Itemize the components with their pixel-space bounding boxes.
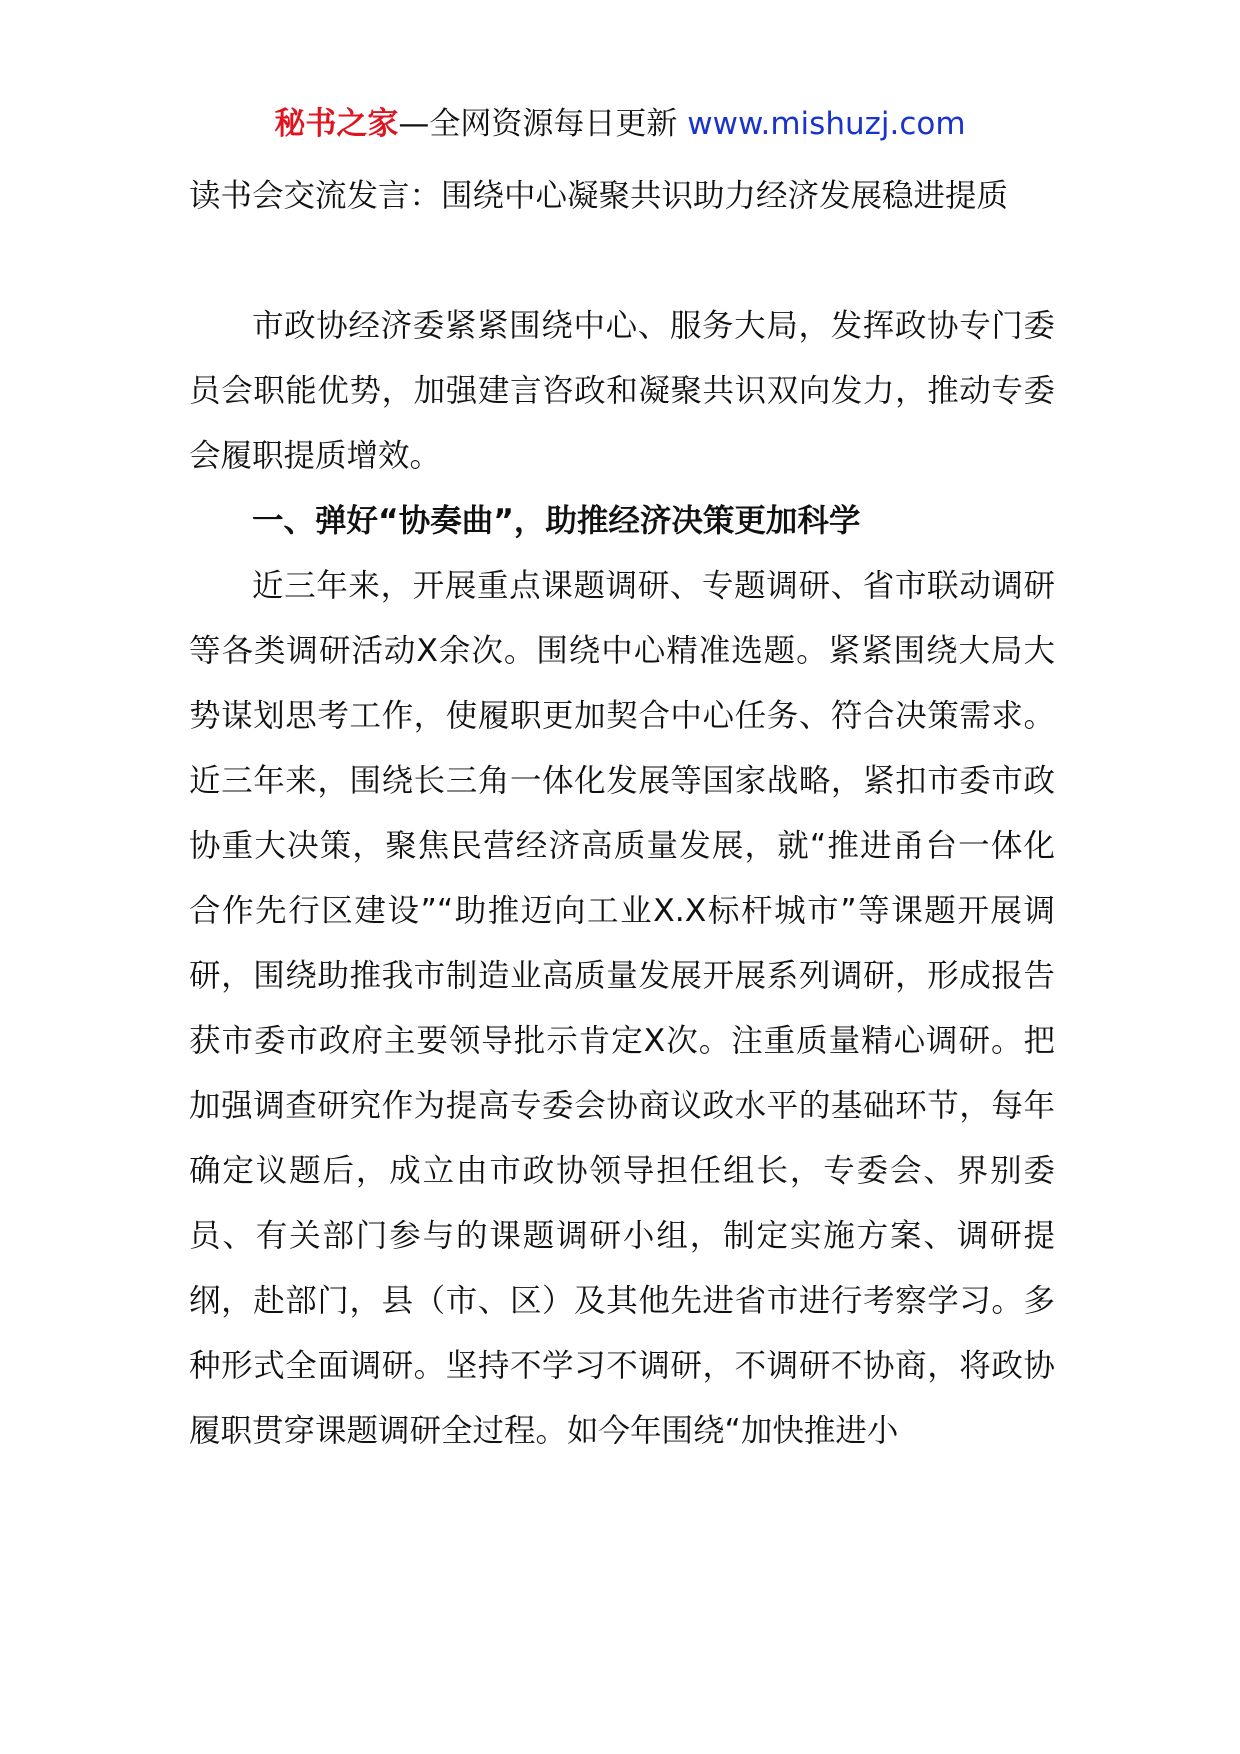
site-tagline: —全网资源每日更新 bbox=[398, 106, 688, 142]
site-brand: 秘书之家 bbox=[274, 106, 399, 142]
intro-paragraph: 市政协经济委紧紧围绕中心、服务大局，发挥政协专门委员会职能优势，加强建言咨政和凝聚共识双向发力，推动专委会履职提质增效。 bbox=[189, 308, 1055, 474]
site-header bbox=[0, 100, 1240, 148]
section-heading-1: 一、弹好“协奏曲”，助推经济决策更加科学 bbox=[252, 503, 861, 539]
site-url-link[interactable]: www.mishuzj.com bbox=[687, 106, 966, 142]
document-body bbox=[189, 164, 1055, 1464]
section-1-paragraph: 近三年来，开展重点课题调研、专题调研、省市联动调研等各类调研活动X余次。围绕中心精准选题。紧紧围绕大局大势谋划思考工作，使履职更加契合中心任务、符合决策需求。近三年来，围绕长三角一体化发展等国家战略，紧扣市委市政协重大决策，聚焦民营经济高质量发展，就“推进甬台一体化合作先行区建设”“助推迈向工业X.X标杆城市”等课题开展调研，围绕助推我市制造业高质量发展开展系列调研，形成报告获市委市政府主要领导批示肯定X次。注重质量精心调研。把加强调查研究作为提高专委会协商议政水平的基础环节，每年确定议题后，成立由市政协领导担任组长，专委会、界别委员、有关部门参与的课题调研小组，制定实施方案、调研提纲，赴部门，县（市、区）及其他先进省市进行考察学习。多种形式全面调研。坚持不学习不调研，不调研不协商，将政协履职贯穿课题调研全过程。如今年围绕“加快推进小 bbox=[189, 568, 1055, 1449]
document-title: 读书会交流发言：围绕中心凝聚共识助力经济发展稳进提质 bbox=[189, 178, 1009, 214]
